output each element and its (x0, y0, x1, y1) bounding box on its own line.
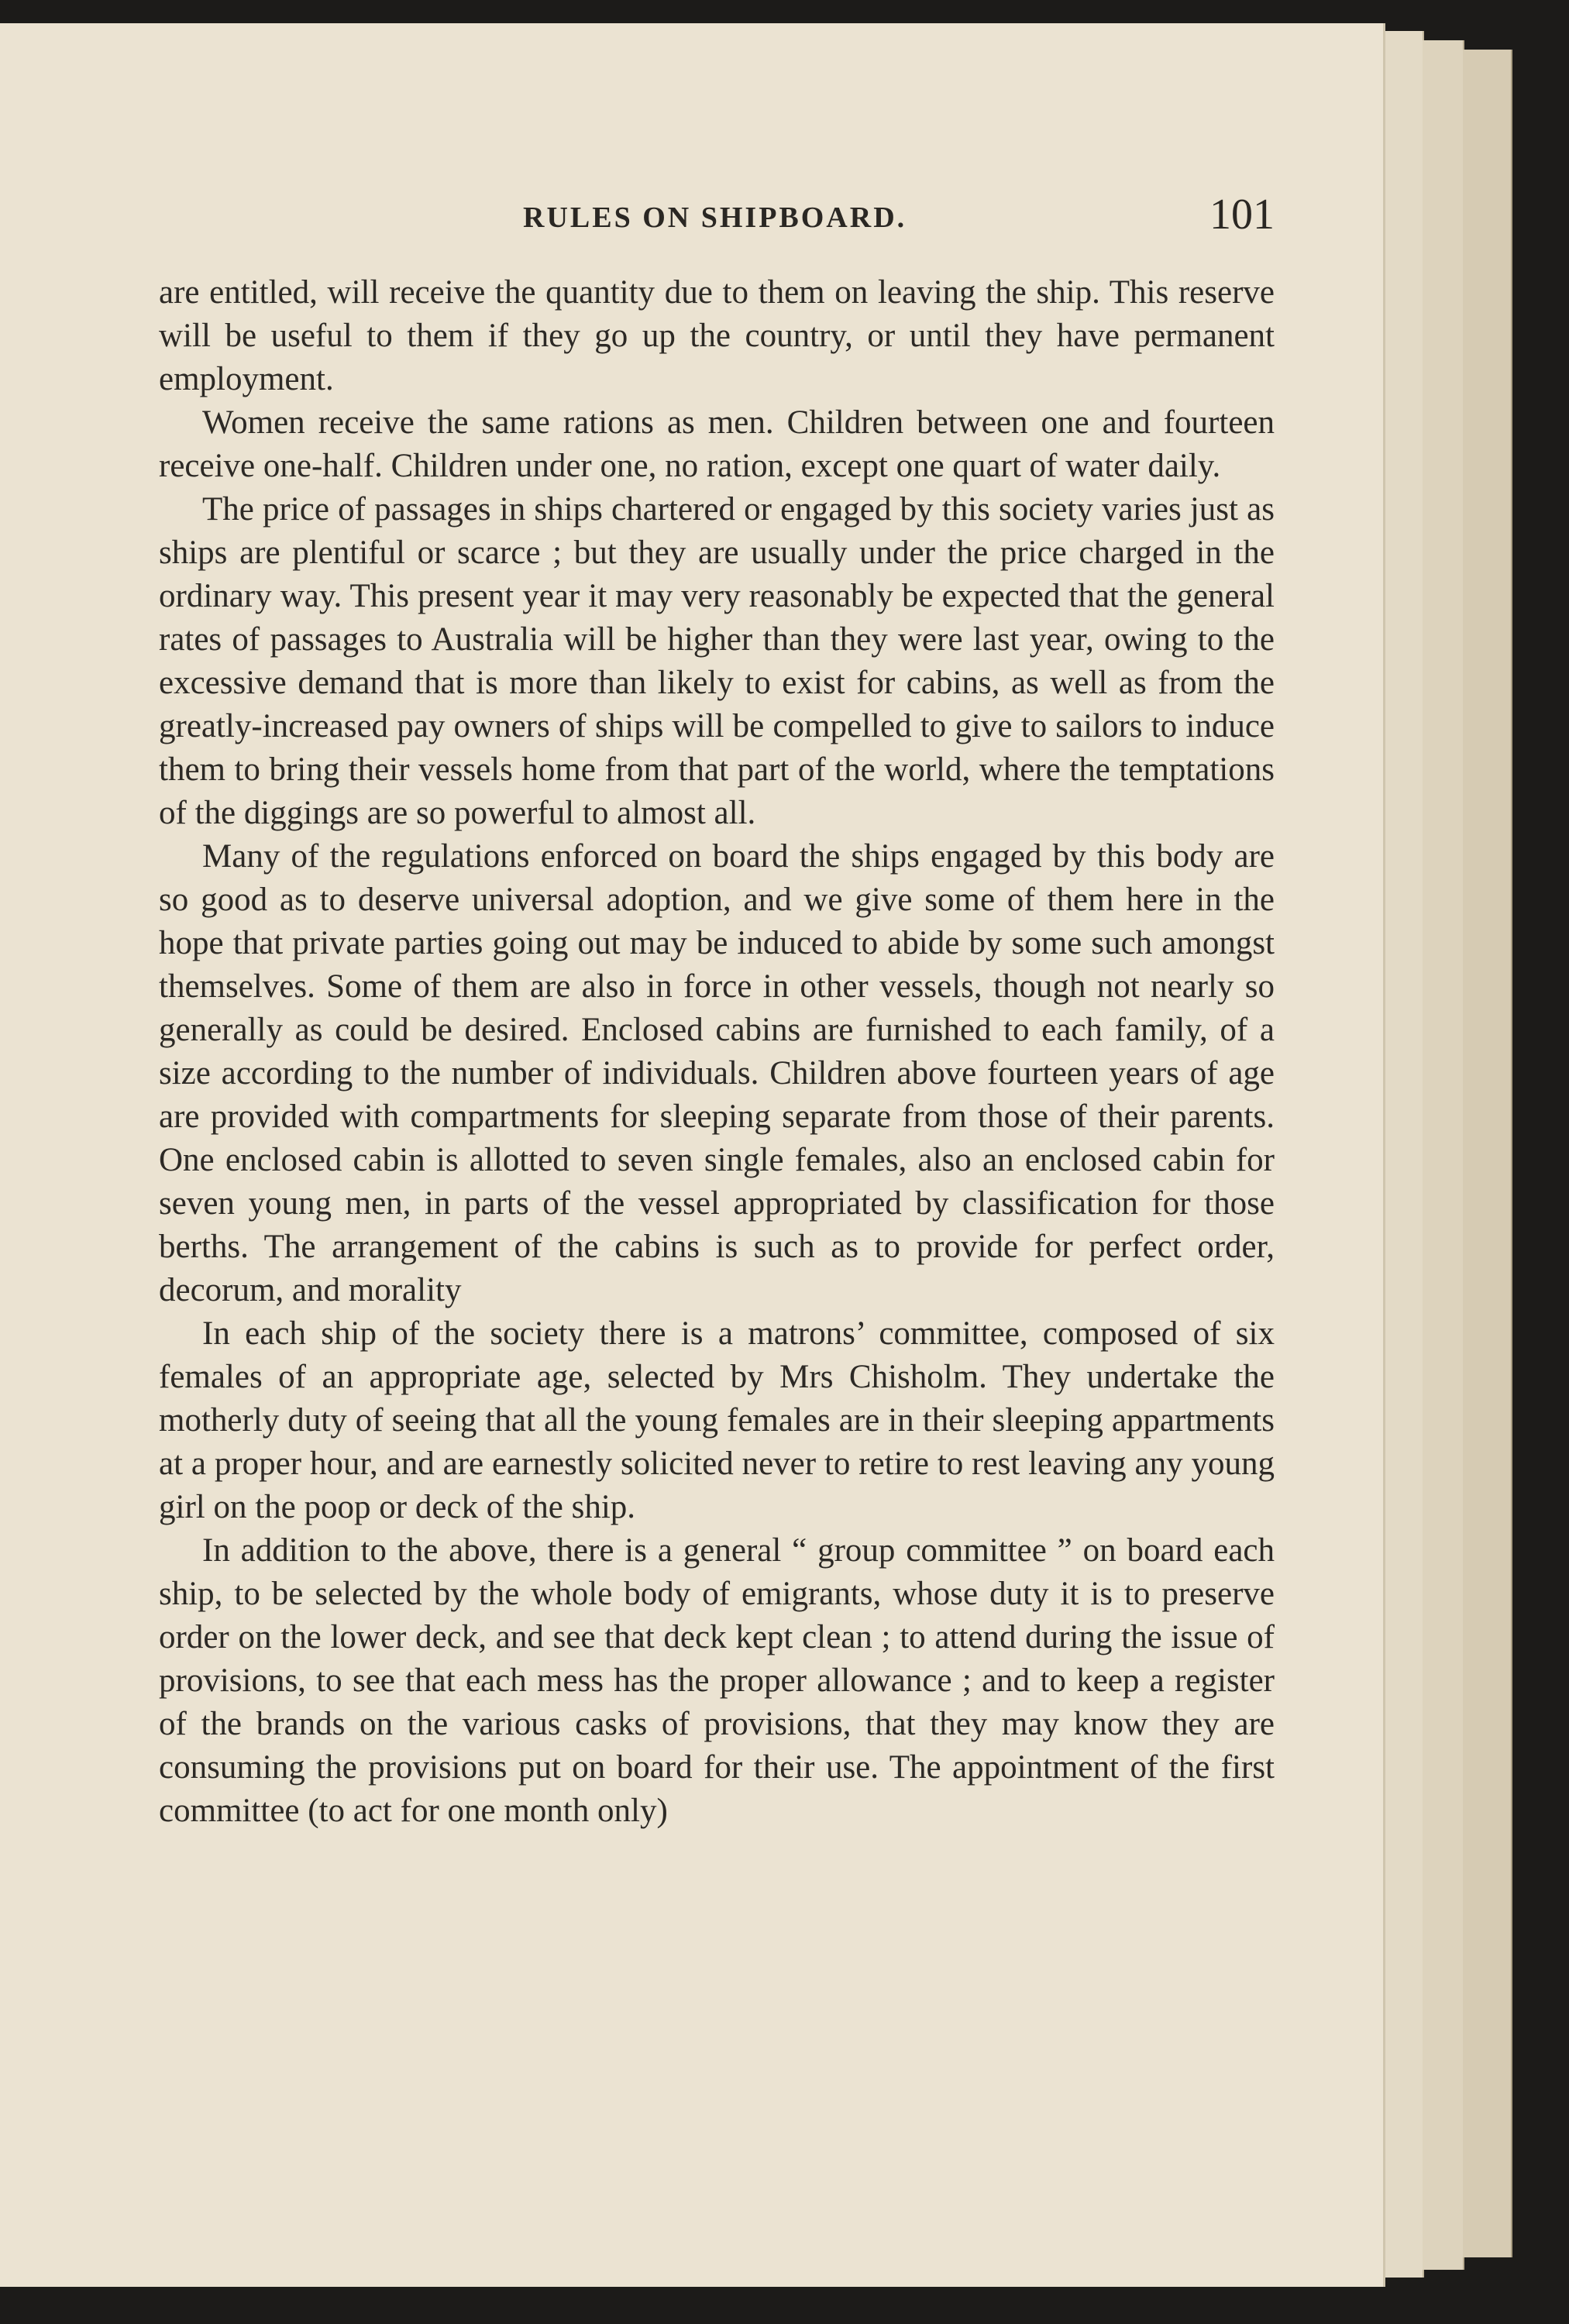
book-page (0, 23, 1385, 2287)
running-head-title: RULES ON SHIPBOARD. (523, 201, 907, 234)
paragraph-passage-price: The price of passages in ships chartered or engaged by this society varies just as ships are plentiful or scarce ; but they are usually under the price charged in the ordinary way. This present year it may very reasonably be expected that the general rates of passages to Australia will be higher than they were last year, owing to the excessive demand that is more than likely to exist for cabins, as well as from the greatly-increased pay owners of ships will be compelled to give to sailors to induce them to bring their vessels home from that part of the world, where the temptations of the diggings are so powerful to almost all. (159, 491, 1275, 831)
page-edge (1423, 40, 1464, 2270)
page-edge (1385, 31, 1424, 2278)
paragraph-matrons-committee: In each ship of the society there is a matrons’ committee, composed of six females of an appropriate age, selected by Mrs Chisholm. They undertake the motherly duty of seeing that all the young females are in their sleeping appartments at a proper hour, and are earnestly solicited never to retire to rest leaving any young girl on the poop or deck of the ship. (159, 1315, 1275, 1525)
body-text (159, 271, 1275, 1833)
paragraph-continuation: are entitled, will receive the quantity due to them on leaving the ship. This reserve will be useful to them if they go up the country, or until they have permanent employment. (159, 274, 1275, 397)
paragraph-regulations: Many of the regulations enforced on board the ships engaged by this body are so good as to deserve universal adoption, and we give some of them here in the hope that private parties going out may be induced to abide by some such amongst themselves. Some of them are also in force in other vessels, though not nearly so generally as could be desired. Enclosed cabins are furnished to each family, of a size according to the number of individuals. Children above fourteen years of age are provided with compartments for sleeping separate from those of their parents. One enclosed cabin is allotted to seven single females, also an enclosed cabin for seven young men, in parts of the vessel appropriated by classification for those berths. The arrangement of the cabins is such as to provide for perfect order, decorum, and morality (159, 838, 1275, 1308)
page-number: 101 (1209, 191, 1275, 239)
paragraph-rations: Women receive the same rations as men. Children between one and fourteen receive one-half. Children under one, no ration, except one quart of water daily. (159, 404, 1275, 484)
paragraph-group-committee: In addition to the above, there is a general “ group committee ” on board each ship, to be selected by the whole body of emigrants, whose duty it is to preserve order on the lower deck, and see that deck kept clean ; to attend during the issue of provisions, to see that each mess has the proper allowance ; and to keep a register of the brands on the various casks of provisions, that they may know they are consuming the provisions put on board for their use. The appointment of the first committee (to act for one month only) (159, 1532, 1275, 1829)
running-head (159, 190, 1275, 244)
page-edge (1463, 50, 1512, 2257)
